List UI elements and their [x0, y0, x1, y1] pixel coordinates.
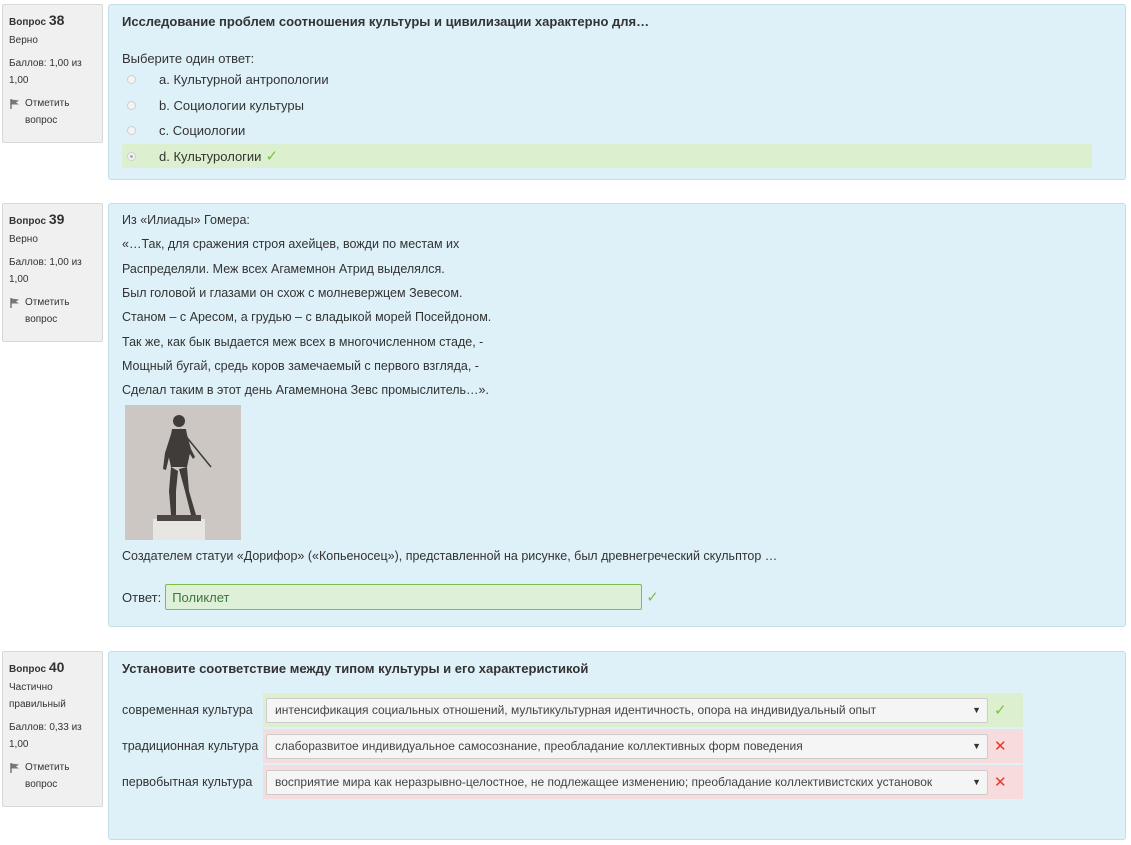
q39-grade [9, 254, 96, 288]
q38-option-c[interactable] [122, 118, 245, 142]
q38-flag-link[interactable] [9, 95, 96, 129]
cross-icon: ✕ [994, 774, 1007, 791]
q38-option-a[interactable] [122, 67, 329, 91]
q39-line-2: Распределяли. Меж всех Агамемнон Атрид выделялся. [122, 262, 445, 276]
q38-grade [9, 55, 96, 89]
q40-row-primitive-cell [263, 765, 1023, 799]
q40-number-value: 40 [48, 659, 65, 675]
statue-icon [125, 405, 241, 540]
q38-option-c-text: c. Социологии [159, 122, 246, 138]
q40-row-primitive [122, 765, 1023, 799]
q40-content [108, 651, 1126, 840]
q40-label: Вопрос [9, 664, 47, 675]
doryphoros-statue-image [125, 405, 241, 540]
q39-line-5: Так же, как бык выдается меж всех в многочисленном стаде, - [122, 335, 484, 349]
q39-label: Вопрос [9, 216, 47, 227]
q39-line-6: Мощный бугай, средь коров замечаемый с первого взгляда, - [122, 359, 479, 373]
q40-select-traditional-value: слаборазвитое индивидуальное самосознание, преобладание коллективных форм поведения [275, 739, 803, 753]
q38-option-d[interactable] [122, 144, 1092, 168]
q39-flag-line2: вопрос [25, 314, 58, 325]
q40-number [9, 659, 96, 678]
flag-icon [9, 98, 21, 110]
q39-state: Верно [9, 234, 38, 245]
q38-info-panel [2, 4, 103, 143]
q39-flag-line1: Отметить [25, 297, 70, 308]
q39-intro: Из «Илиады» Гомера: [122, 213, 250, 227]
q40-row-modern [122, 693, 1023, 727]
q40-row-primitive-label: первобытная культура [122, 775, 253, 789]
q38-title: Исследование проблем соотношения культуры и цивилизации характерно для… [122, 14, 650, 29]
q40-row-modern-label: современная культура [122, 703, 253, 717]
q39-line-4: Станом – с Аресом, а грудью – с владыкой морей Посейдоном. [122, 310, 492, 324]
q40-flag-line2: вопрос [25, 779, 58, 790]
q39-content [108, 203, 1126, 627]
q40-grade [9, 719, 96, 753]
flag-icon [9, 762, 21, 774]
q40-state [9, 679, 96, 713]
radio-c[interactable] [127, 126, 136, 135]
q39-number [9, 211, 96, 230]
q38-number [9, 12, 96, 31]
q40-state-line2: правильный [9, 699, 66, 710]
q39-question: Создателем статуи «Дорифор» («Копьеносец»), представленной на рисунке, был древнегреческий скульптор … [122, 549, 778, 563]
q39-flag-link[interactable] [9, 294, 96, 328]
q39-grade-line2: 1,00 [9, 274, 29, 285]
q40-select-primitive-value: восприятие мира как неразрывно-целостное, не подлежащее изменению; преобладание коллективистских установок [275, 775, 933, 789]
q38-state: Верно [9, 35, 38, 46]
q39-grade-line1: Баллов: 1,00 из [9, 257, 82, 268]
q40-state-line1: Частично [9, 682, 53, 693]
chevron-down-icon: ▼ [972, 776, 981, 787]
q38-grade-line1: Баллов: 1,00 из [9, 58, 82, 69]
q39-answer-label: Ответ: [122, 589, 162, 605]
q40-row-traditional-label: традиционная культура [122, 739, 259, 753]
chevron-down-icon: ▼ [972, 740, 981, 751]
radio-a[interactable] [127, 75, 136, 84]
q40-row-modern-cell [263, 693, 1023, 727]
q39-answer-input[interactable]: Поликлет [165, 584, 642, 610]
q40-info-panel [2, 651, 103, 807]
q39-line-7: Сделал таким в этот день Агамемнона Зевс промыслитель…». [122, 383, 489, 397]
q39-line-1: «…Так, для сражения строя ахейцев, вожди по местам их [122, 237, 460, 251]
q40-flag-link[interactable] [9, 759, 96, 793]
check-icon: ✓ [994, 702, 1007, 719]
q40-grade-line1: Баллов: 0,33 из [9, 722, 82, 733]
q40-select-traditional[interactable] [266, 734, 988, 759]
flag-icon [9, 297, 21, 309]
q40-title: Установите соответствие между типом культуры и его характеристикой [122, 661, 589, 676]
q40-row-traditional-cell [263, 729, 1023, 763]
q38-label: Вопрос [9, 17, 47, 28]
q38-option-b[interactable] [122, 93, 304, 117]
q38-grade-line2: 1,00 [9, 75, 29, 86]
check-icon: ✓ [646, 589, 659, 606]
check-icon: ✓ [265, 148, 279, 165]
q38-option-d-text: d. Культурологии [159, 148, 262, 164]
q40-select-modern[interactable] [266, 698, 988, 723]
q40-row-traditional [122, 729, 1023, 763]
q38-option-b-text: b. Социологии культуры [159, 97, 304, 113]
q38-number-value: 38 [48, 12, 65, 28]
q38-prompt: Выберите один ответ: [122, 51, 255, 66]
q38-flag-line2: вопрос [25, 115, 58, 126]
q38-option-a-text: a. Культурной антропологии [159, 71, 329, 87]
radio-b[interactable] [127, 101, 136, 110]
q39-info-panel [2, 203, 103, 342]
cross-icon: ✕ [994, 738, 1007, 755]
q40-flag-line1: Отметить [25, 762, 70, 773]
q39-answer-row [122, 584, 659, 610]
chevron-down-icon: ▼ [972, 704, 981, 715]
q40-select-primitive[interactable] [266, 770, 988, 795]
q38-flag-line1: Отметить [25, 98, 70, 109]
q39-line-3: Был головой и глазами он схож с молневержцем Зевесом. [122, 286, 463, 300]
radio-d[interactable] [127, 152, 136, 161]
q40-select-modern-value: интенсификация социальных отношений, мультикультурная идентичность, опора на индивидуальный опыт [275, 703, 877, 717]
q39-number-value: 39 [48, 211, 65, 227]
q40-grade-line2: 1,00 [9, 739, 29, 750]
q38-content [108, 4, 1126, 180]
